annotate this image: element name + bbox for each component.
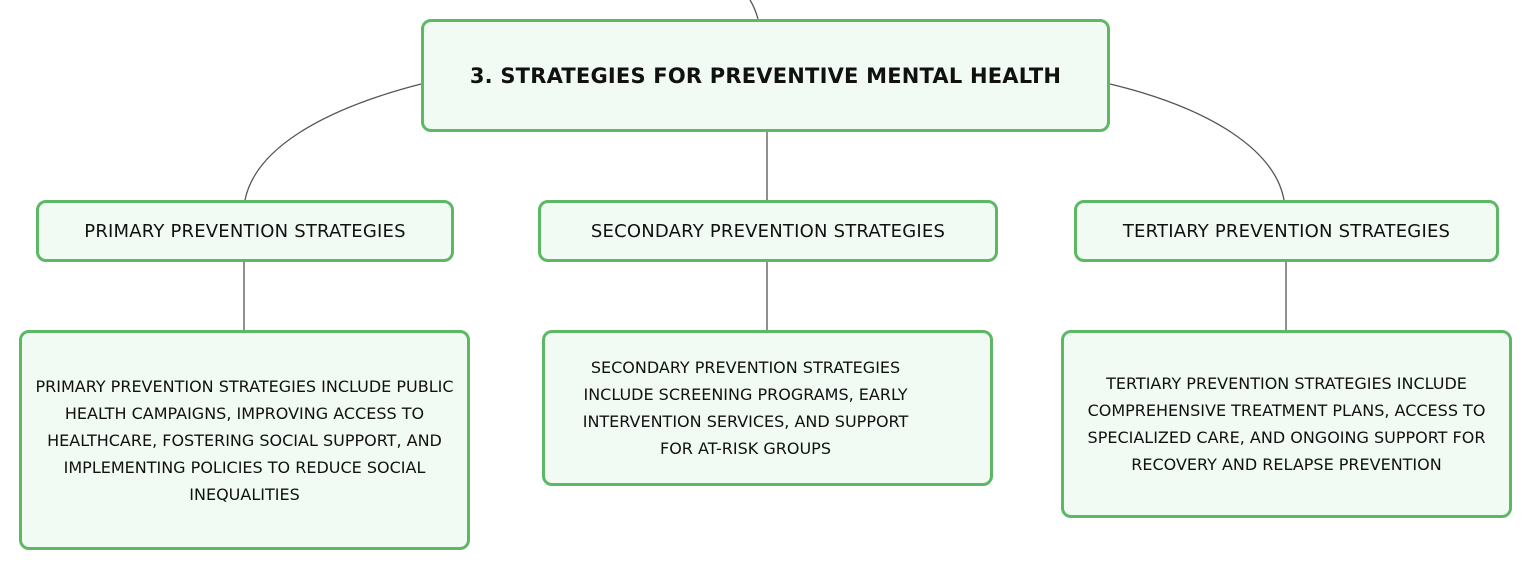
tertiary-prevention-label: TERTIARY PREVENTION STRATEGIES [1122,220,1451,242]
primary-prevention-label: PRIMARY PREVENTION STRATEGIES [84,220,406,242]
primary-prevention-detail-text: PRIMARY PREVENTION STRATEGIES INCLUDE PUBLIC HEALTH CAMPAIGNS, IMPROVING ACCESS TO HEALTHCARE, FOSTERING SOCIAL SUPPORT, AND IMPLEMENTING POLICIES TO REDUCE SOCIAL INEQUALITIES [35,376,454,504]
secondary-prevention-node[interactable] [538,200,998,262]
root-topic-node[interactable] [421,19,1110,132]
connector-from-parent [750,0,758,19]
root-topic-label: 3. STRATEGIES FOR PREVENTIVE MENTAL HEALTH [469,63,1062,88]
secondary-prevention-label: SECONDARY PREVENTION STRATEGIES [590,220,946,242]
tertiary-prevention-node[interactable] [1074,200,1499,262]
secondary-prevention-detail-text: SECONDARY PREVENTION STRATEGIES INCLUDE SCREENING PROGRAMS, EARLY INTERVENTION SERVICES, AND SUPPORT FOR AT-RISK GROUPS [582,358,909,458]
connector-root-to-tertiary [1110,84,1284,200]
primary-prevention-detail-node[interactable] [19,330,470,550]
tertiary-prevention-detail-node[interactable] [1061,330,1512,518]
tertiary-prevention-detail-text: TERTIARY PREVENTION STRATEGIES INCLUDE COMPREHENSIVE TREATMENT PLANS, ACCESS TO SPECIALIZED CARE, AND ONGOING SUPPORT FOR RECOVERY AND RELAPSE PREVENTION [1087,374,1486,474]
secondary-prevention-detail-node[interactable] [542,330,993,486]
connector-root-to-primary [245,84,421,200]
primary-prevention-node[interactable] [36,200,454,262]
